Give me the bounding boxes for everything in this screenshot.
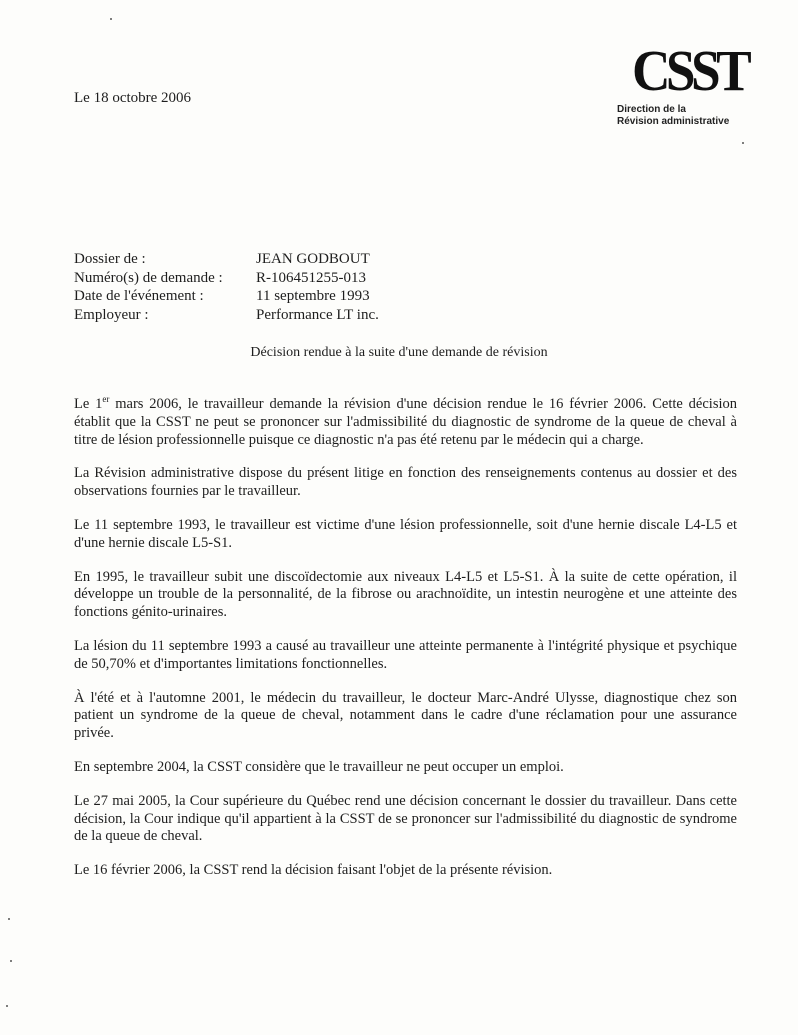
- decision-heading: Décision rendue à la suite d'une demande de révision: [250, 345, 548, 360]
- csst-logo: CSST: [632, 38, 748, 103]
- body-paragraph: En 1995, le travailleur subit une discoïdectomie aux niveaux L4-L5 et L5-S1. À la suite de cette opération, il développe un trouble de la personnalité, de la fibrose ou arachnoïdite, un intestin neurogène et une atteinte des fonctions génito-urinaires.: [74, 568, 737, 621]
- file-info-label: Employeur :: [74, 306, 149, 323]
- paragraph-text: mars 2006, le travailleur demande la révision d'une décision rendue le 16 février 2006. Cette décision établit que la CSST ne peut se prononcer sur l'admissibilité du diagnostic de syndrome de la queue de cheval à titre de lésion professionnelle puisque ce diagnostic n'a pas été retenu par le médecin qui a charge.: [74, 396, 737, 448]
- body-paragraph: Le 27 mai 2005, la Cour supérieure du Québec rend une décision concernant le dossier du travailleur. Dans cette décision, la Cour indique qu'il appartient à la CSST de se prononcer sur l'admissibilité du diagnostic de syndrome de la queue de cheval.: [74, 792, 737, 845]
- file-info-label: Dossier de :: [74, 251, 146, 267]
- file-info-value: JEAN GODBOUT: [256, 251, 370, 267]
- scan-speck: [742, 142, 744, 144]
- letterhead: [612, 38, 772, 128]
- body-paragraph: La Révision administrative dispose du présent litige en fonction des renseignements contenus au dossier et des observations fournies par le travailleur.: [74, 465, 737, 500]
- scan-speck: [110, 18, 112, 20]
- paragraph-text: Le 1: [74, 396, 103, 412]
- file-info-label: Numéro(s) de demande :: [74, 269, 223, 286]
- file-info-row: [74, 287, 379, 306]
- file-info-value: 11 septembre 1993: [256, 288, 370, 304]
- scan-speck: [8, 918, 10, 920]
- body-paragraph: Le 16 février 2006, la CSST rend la décision faisant l'objet de la présente révision.: [74, 862, 553, 879]
- letter-date: Le 18 octobre 2006: [74, 90, 192, 106]
- ordinal-superscript: er: [102, 394, 110, 405]
- scan-speck: [6, 1005, 8, 1007]
- file-info-value: Performance LT inc.: [256, 306, 379, 323]
- body-paragraph: Le 11 septembre 1993, le travailleur est victime d'une lésion professionnelle, soit d'une hernie discale L4-L5 et d'une hernie discale L5-S1.: [74, 516, 737, 551]
- department-line-2: Révision administrative: [617, 116, 730, 127]
- file-info-row: [74, 250, 379, 269]
- file-info-row: [74, 306, 379, 325]
- body-paragraph: À l'été et à l'automne 2001, le médecin du travailleur, le docteur Marc-André Ulysse, diagnostique chez son patient un syndrome de la queue de cheval, notamment dans le cadre d'une réclamation pour une assurance privée.: [74, 689, 737, 742]
- file-info-block: [74, 250, 379, 324]
- body-paragraph: En septembre 2004, la CSST considère que le travailleur ne peut occuper un emploi.: [74, 758, 564, 775]
- body-paragraph: [74, 396, 737, 449]
- department-name: [617, 104, 772, 128]
- department-line-1: Direction de la: [617, 104, 686, 115]
- body-paragraph: La lésion du 11 septembre 1993 a causé au travailleur une atteinte permanente à l'intégrité physique et psychique de 50,70% et d'importantes limitations fonctionnelles.: [74, 637, 737, 672]
- file-info-row: [74, 269, 379, 288]
- letter-body: [74, 396, 737, 880]
- file-info-label: Date de l'événement :: [74, 288, 204, 304]
- file-info-value: R-106451255-013: [256, 269, 366, 286]
- scan-speck: [10, 960, 12, 962]
